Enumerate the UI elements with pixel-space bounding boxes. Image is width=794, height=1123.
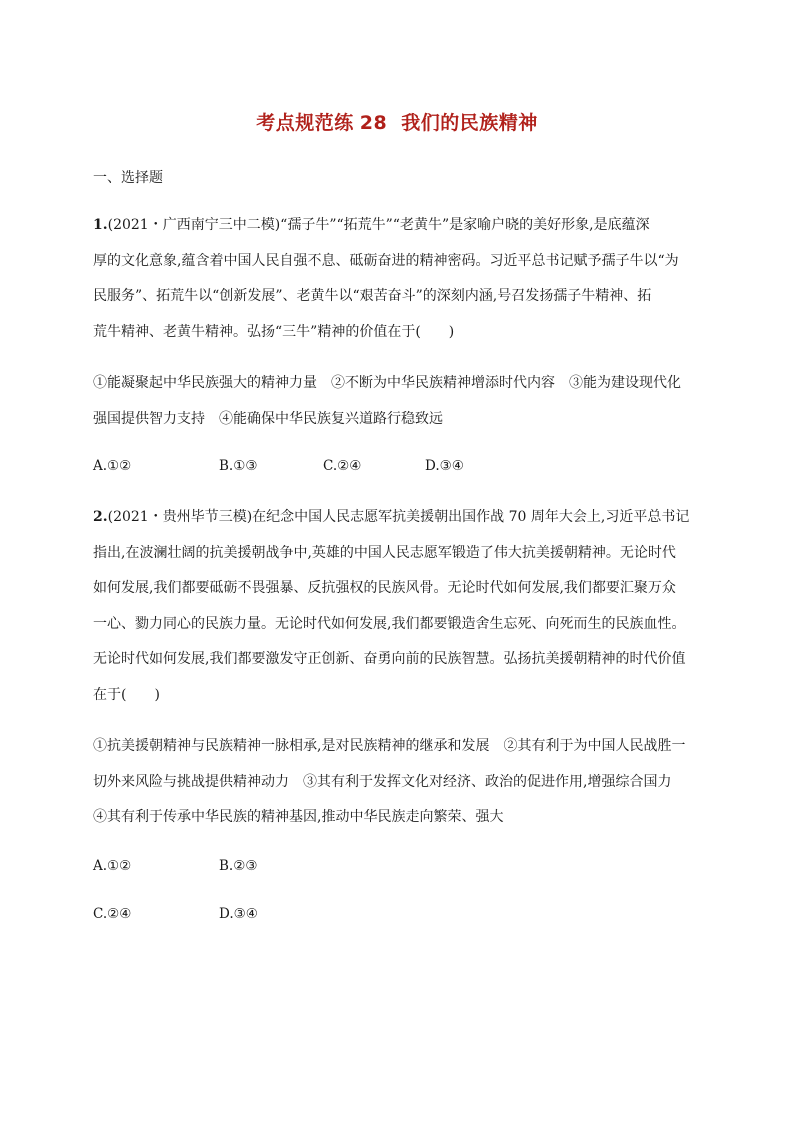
question-2-line: 2.(2021・贵州毕节三模)在纪念中国人民志愿军抗美援朝出国作战 70 周年大会上,习近平总书记 <box>93 509 690 525</box>
question-2-stem <box>93 500 703 713</box>
question-2-line: 无论时代如何发展,我们都要激发守正创新、奋勇向前的民族智慧。弘扬抗美援朝精神的时代价值 <box>93 651 686 667</box>
question-1-line: 荒牛精神、老黄牛精神。弘扬“三牛”精神的价值在于( ) <box>93 323 455 340</box>
question-2-line: 如何发展,我们都要砥砺不畏强暴、反抗强权的民族风骨。无论时代如何发展,我们都要汇聚万众 <box>93 580 676 596</box>
question-2-statements <box>93 729 703 836</box>
option-c[interactable]: C.②④ <box>93 906 132 922</box>
question-2-options-row-1 <box>93 858 353 878</box>
question-1-line: 厚的文化意象,蕴含着中国人民自强不息、砥砺奋进的精神密码。习近平总书记赋予孺子牛以“为 <box>93 252 679 269</box>
option-a[interactable]: A.①② <box>93 458 132 474</box>
question-2-line: 指出,在波澜壮阔的抗美援朝战争中,英雄的中国人民志愿军锻造了伟大抗美援朝精神。无论时代 <box>93 544 676 561</box>
statement-line: 切外来风险与挑战提供精神动力 ③其有利于发挥文化对经济、政治的促进作用,增强综合国力 <box>93 773 672 790</box>
statement-line: ④其有利于传承中华民族的精神基因,推动中华民族走向繁荣、强大 <box>93 809 504 825</box>
option-d[interactable]: D.③④ <box>425 458 464 474</box>
option-c[interactable]: C.②④ <box>323 458 362 474</box>
question-number: 1. <box>93 217 108 233</box>
question-1-options <box>93 458 513 478</box>
question-number: 2. <box>93 509 108 525</box>
question-1-stem <box>93 208 703 350</box>
question-1-statements <box>93 366 703 437</box>
question-2-line: 一心、勠力同心的民族力量。无论时代如何发展,我们都要锻造舍生忘死、向死而生的民族血性。 <box>93 615 686 632</box>
option-d[interactable]: D.③④ <box>219 906 258 922</box>
section-heading: 一、选择题 <box>93 170 163 186</box>
option-a[interactable]: A.①② <box>93 858 132 874</box>
statement-line: ①能凝聚起中华民族强大的精神力量 ②不断为中华民族精神增添时代内容 ③能为建设现代化 <box>93 375 681 391</box>
question-1-line: 民服务”、拓荒牛以“创新发展”、老黄牛以“艰苦奋斗”的深刻内涵,号召发扬孺子牛精神、拓 <box>93 288 652 304</box>
question-2-line: 在于( ) <box>93 686 160 703</box>
page-title <box>0 108 794 135</box>
title-prefix: 考点规范练 <box>256 112 354 134</box>
option-b[interactable]: B.②③ <box>219 858 258 874</box>
title-topic: 我们的民族精神 <box>401 112 538 134</box>
title-number: 28 <box>359 112 388 134</box>
statement-line: 强国提供智力支持 ④能确保中华民族复兴道路行稳致远 <box>93 410 443 427</box>
question-2-options-row-2 <box>93 906 353 926</box>
question-1-line: 1.(2021・广西南宁三中二模)“孺子牛”“拓荒牛”“老黄牛”是家喻户晓的美好形象,是底蕴深 <box>93 217 650 233</box>
option-b[interactable]: B.①③ <box>219 458 258 474</box>
statement-line: ①抗美援朝精神与民族精神一脉相承,是对民族精神的继承和发展 ②其有利于为中国人民战胜一 <box>93 738 686 754</box>
